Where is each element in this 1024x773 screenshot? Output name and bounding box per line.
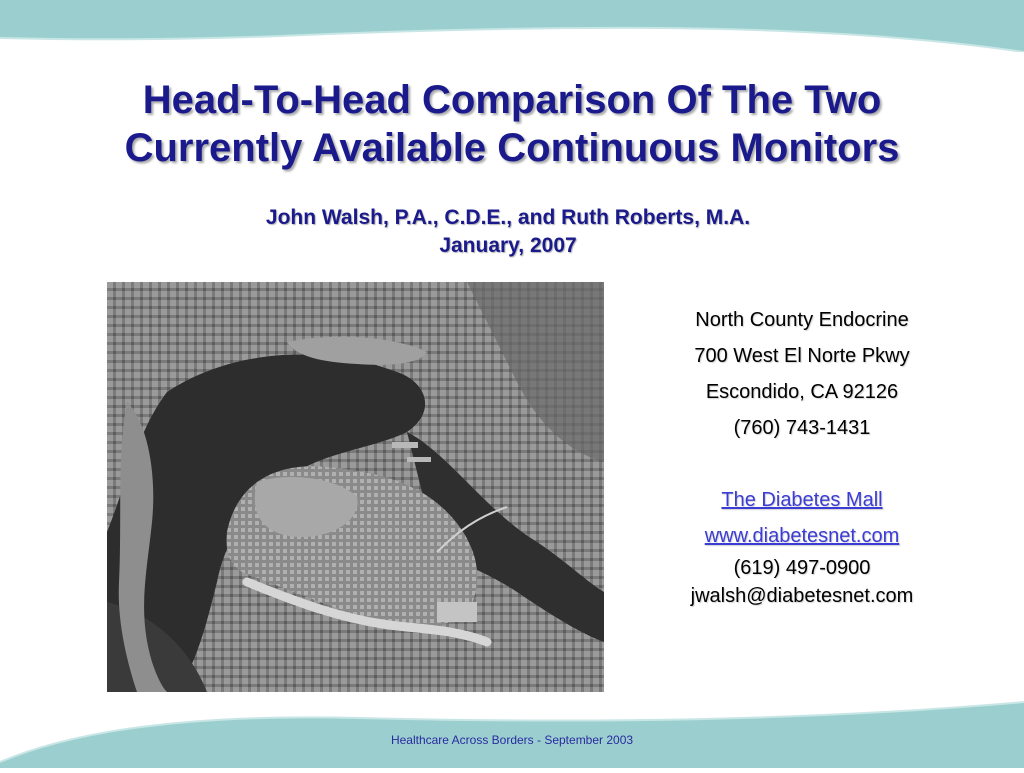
spacer [640, 446, 964, 482]
phone-1: (760) 743-1431 [733, 417, 871, 439]
footer-text: Healthcare Across Borders - September 2003 [390, 733, 634, 747]
date-text: January, 2007 [439, 234, 577, 257]
aerial-photo [107, 282, 604, 692]
phone-2: (619) 497-0900 [733, 557, 871, 579]
diabetes-mall-link[interactable]: The Diabetes Mall [721, 489, 883, 511]
email-address: jwalsh@diabetesnet.com [690, 585, 914, 607]
street-address: 700 West El Norte Pkwy [694, 345, 910, 367]
authors-text: John Walsh, P.A., C.D.E., and Ruth Roberts, M.A. [265, 206, 751, 229]
title-line-1: Head-To-Head Comparison Of The Two [142, 78, 882, 122]
city-address: Escondido, CA 92126 [705, 381, 899, 403]
contact-block [640, 302, 964, 610]
title-line-2: Currently Available Continuous Monitors [124, 126, 900, 170]
slide-title [0, 76, 1024, 172]
diabetesnet-link[interactable]: www.diabetesnet.com [704, 525, 900, 547]
top-decorative-band [0, 0, 1024, 52]
authors-block [0, 204, 1016, 260]
org-name: North County Endocrine [695, 309, 909, 331]
